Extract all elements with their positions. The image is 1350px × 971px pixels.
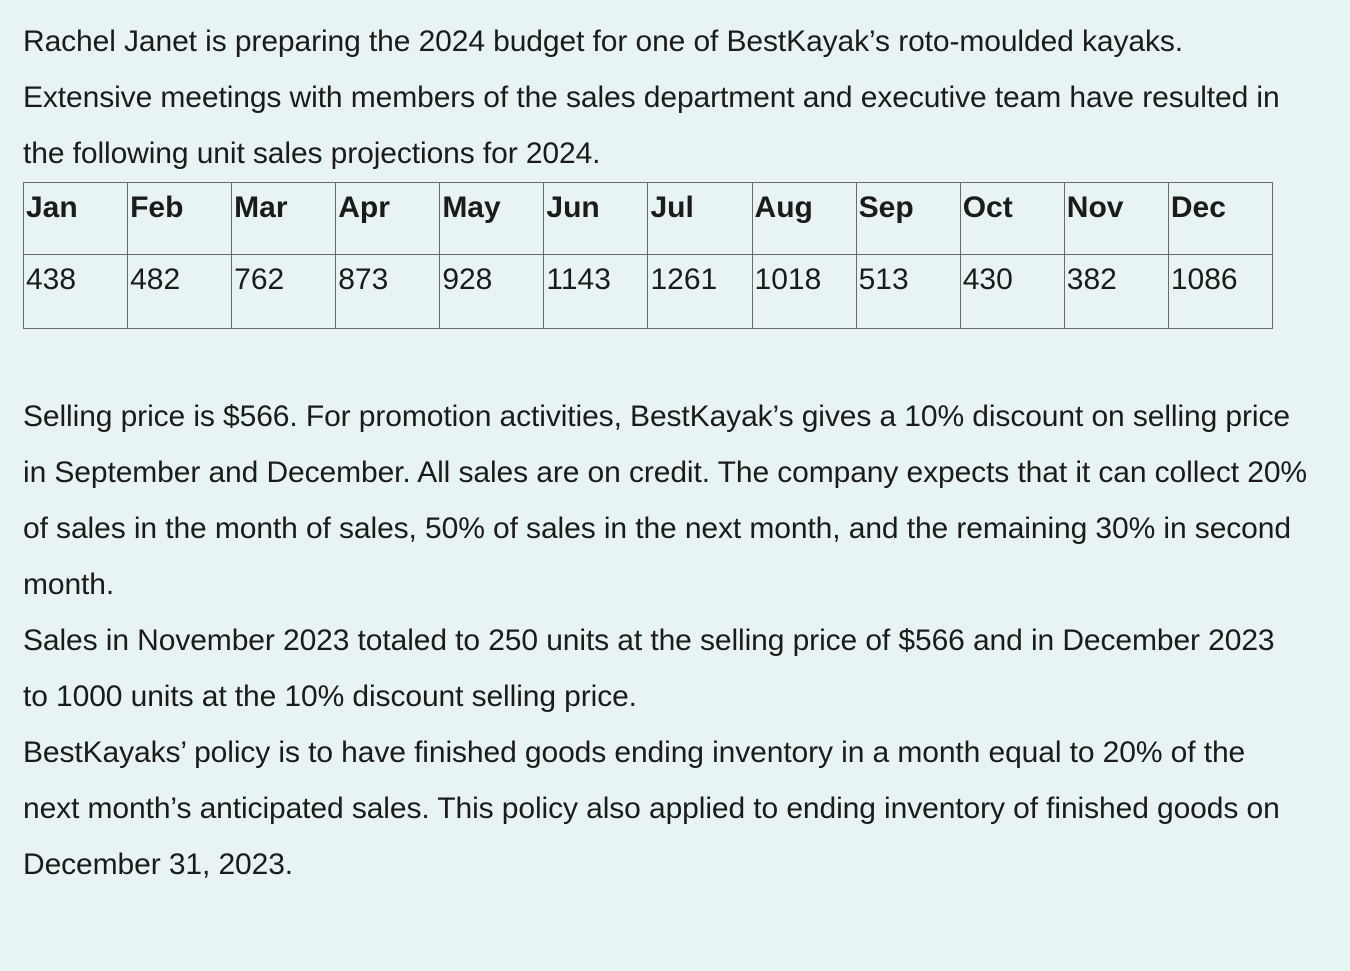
pricing-paragraph: Selling price is $566. For promotion activities, BestKayak’s gives a 10% discount on selling price in September and December. All sales are on credit. The company expects that it can collect 20% of sales in the month of sales, 50% of sales in the next month, and the remaining 30% in second month. xyxy=(23,400,1307,601)
value-cell-feb: 482 xyxy=(128,255,232,329)
document-body xyxy=(23,14,1323,893)
unit-sales-table xyxy=(23,182,1273,329)
value-cell-oct: 430 xyxy=(960,255,1064,329)
header-cell-apr: Apr xyxy=(336,183,440,255)
header-cell-feb: Feb xyxy=(128,183,232,255)
value-cell-jun: 1143 xyxy=(544,255,648,329)
header-cell-oct: Oct xyxy=(960,183,1064,255)
header-cell-jul: Jul xyxy=(648,183,752,255)
table-row xyxy=(24,255,1273,329)
header-cell-jun: Jun xyxy=(544,183,648,255)
value-cell-jan: 438 xyxy=(24,255,128,329)
header-cell-mar: Mar xyxy=(232,183,336,255)
value-cell-dec: 1086 xyxy=(1168,255,1272,329)
value-cell-sep: 513 xyxy=(856,255,960,329)
header-cell-dec: Dec xyxy=(1168,183,1272,255)
header-cell-may: May xyxy=(440,183,544,255)
value-cell-mar: 762 xyxy=(232,255,336,329)
prior-sales-paragraph: Sales in November 2023 totaled to 250 units at the selling price of $566 and in December 2023 to 1000 units at the 10% discount selling price. xyxy=(23,624,1275,713)
value-cell-nov: 382 xyxy=(1064,255,1168,329)
intro-paragraph: Rachel Janet is preparing the 2024 budget for one of BestKayak’s roto-moulded kayaks. Extensive meetings with members of the sales department and executive team have resulted in the following unit sales projections for 2024. xyxy=(23,25,1280,170)
header-cell-sep: Sep xyxy=(856,183,960,255)
header-cell-jan: Jan xyxy=(24,183,128,255)
value-cell-jul: 1261 xyxy=(648,255,752,329)
inventory-policy-paragraph: BestKayaks’ policy is to have finished goods ending inventory in a month equal to 20% of the next month’s anticipated sales. This policy also applied to ending inventory of finished goods on December 31, 2023. xyxy=(23,736,1280,881)
table-header-row xyxy=(24,183,1273,255)
header-cell-aug: Aug xyxy=(752,183,856,255)
value-cell-apr: 873 xyxy=(336,255,440,329)
header-cell-nov: Nov xyxy=(1064,183,1168,255)
value-cell-may: 928 xyxy=(440,255,544,329)
value-cell-aug: 1018 xyxy=(752,255,856,329)
